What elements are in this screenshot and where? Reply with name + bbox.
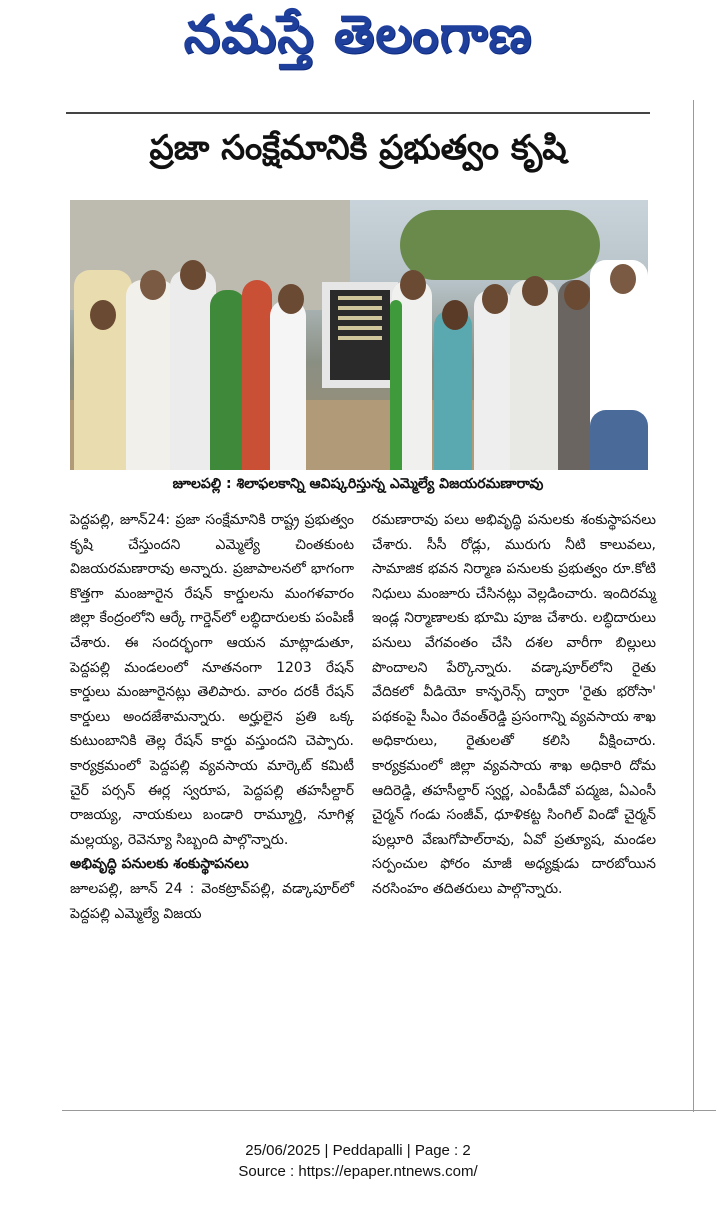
photo-person (210, 290, 246, 470)
photo-person (510, 280, 558, 470)
photo-person (590, 410, 648, 470)
plaque-text-line (338, 306, 382, 310)
photo-head (400, 270, 426, 300)
photo-caption: జూలపల్లి : శిలాఫలకాన్ని ఆవిష్కరిస్తున్న ఎమ్మెల్యే విజయరమణారావు (172, 476, 544, 492)
photo-head (90, 300, 116, 330)
article-headline: ప్రజా సంక్షేమానికి ప్రభుత్వం కృషి (66, 112, 650, 176)
photo-head (482, 284, 508, 314)
plaque-text-line (338, 326, 382, 330)
article-column-left (70, 508, 354, 926)
article-paragraph: పెద్దపల్లి, జూన్24: ప్రజా సంక్షేమానికి రాష్ట్ర ప్రభుత్వం కృషి చేస్తుందని ఎమ్మెల్యే చింతకుంట విజయరమణారావు అన్నారు. ప్రజాపాలనలో భాగంగా కొత్తగా మంజూరైన రేషన్ కార్డులను మంగళవారం జిల్లా కేంద్రంలోని ఆర్కే గార్డెన్‌లో లబ్ధిదారులకు పంపిణీ చేశారు. ఈ సందర్భంగా ఆయన మాట్లాడుతూ, పెద్దపల్లి మండలంలో నూతనంగా 1203 రేషన్ కార్డులు మంజూరైనట్లు తెలిపారు. వారం దరకీ రేషన్ కార్డులు అందజేశామన్నారు. అర్హులైన ప్రతి ఒక్క కుటుంబానికి తెల్ల రేషన్ కార్డు వస్తుందని చెప్పారు. కార్యక్రమంలో పెద్దపల్లి వ్యవసాయ మార్కెట్ కమిటీ చైర్ పర్సన్ ఈర్ల స్వరూప, పెద్దపల్లి తహసీల్దార్ రాజయ్య, నాయకులు బండారి రామ్మూర్తి, నూగిళ్ల మల్లయ్య, రెవెన్యూ సిబ్బంది పాల్గొన్నారు. (70, 512, 354, 848)
article-photo (70, 200, 648, 470)
photo-trees (400, 210, 600, 280)
column-divider (693, 100, 694, 1112)
photo-person (434, 310, 472, 470)
masthead (0, 4, 716, 78)
photo-person (242, 280, 272, 470)
photo-head (140, 270, 166, 300)
edition-info: 25/06/2025 | Peddapalli | Page : 2 (245, 1142, 471, 1159)
photo-person (474, 290, 514, 470)
news-clipping (66, 104, 656, 1104)
plaque-text-line (338, 336, 382, 340)
photo-person (270, 300, 306, 470)
article-paragraph: రమణారావు పలు అభివృద్ధి పనులకు శంకుస్థాపనలు చేశారు. సీసీ రోడ్లు, మురుగు నీటి కాలువలు, సామాజిక భవన నిర్మాణ పనులకు ప్రభుత్వం రూ.కోటి నిధులు మంజూరు చేసినట్లు వెల్లడించారు. ఇందిరమ్మ ఇండ్ల నిర్మాణాలకు భూమి పూజ చేశారు. లబ్ధిదారులు పనులు వేగవంతం చేసి దశల వారీగా బిల్లులు పొందాలని పేర్కొన్నారు. వడ్కాపూర్‌లోని రైతు వేదికలో వీడియో కాన్ఫరెన్స్ ద్వారా 'రైతు భరోసా' పథకంపై సీఎం రేవంత్‌రెడ్డి ప్రసంగాన్ని వ్యవసాయ శాఖ అధికారులు, రైతులతో కలిసి వీక్షించారు. కార్యక్రమంలో జిల్లా వ్యవసాయ శాఖ అధికారి దోమ ఆదిరెడ్డి, తహసీల్దార్ స్వర్ణ, ఎంపీడీవో పద్మజ, ఏఎంసీ చైర్మన్ గండు సంజీవ్, ధూళికట్ట సింగిల్ విండో చైర్మన్ పుల్లూరి వేణుగోపాల్‌రావు, ఏవో ప్రత్యూష, మండల సర్పంచుల ఫోరం మాజీ అధ్యక్షుడు దారబోయిన నరసింహం తదితరులు పాల్గొన్నారు. (372, 512, 656, 897)
photo-head (564, 280, 590, 310)
foundation-plaque (322, 282, 398, 388)
page-footer (0, 1140, 716, 1182)
photo-person (390, 300, 402, 470)
photo-head (610, 264, 636, 294)
photo-head (278, 284, 304, 314)
plaque-text-line (338, 316, 382, 320)
photo-head (180, 260, 206, 290)
newspaper-logo: నమస్తే తెలంగాణ (183, 4, 533, 65)
photo-head (442, 300, 468, 330)
photo-head (522, 276, 548, 306)
article-subheading: అభివృద్ధి పనులకు శంకుస్థాపనలు (70, 856, 249, 873)
source-link[interactable]: Source : https://epaper.ntnews.com/ (238, 1163, 478, 1180)
article-paragraph: జూలపల్లి, జూన్ 24 : వెంకట్రావ్‌పల్లి, వడ్కాపూర్‌లో పెద్దపల్లి ఎమ్మెల్యే విజయ (70, 880, 354, 922)
photo-person (126, 280, 176, 470)
article-column-right (372, 508, 656, 902)
page-divider (62, 1110, 716, 1111)
plaque-text-line (338, 296, 382, 300)
